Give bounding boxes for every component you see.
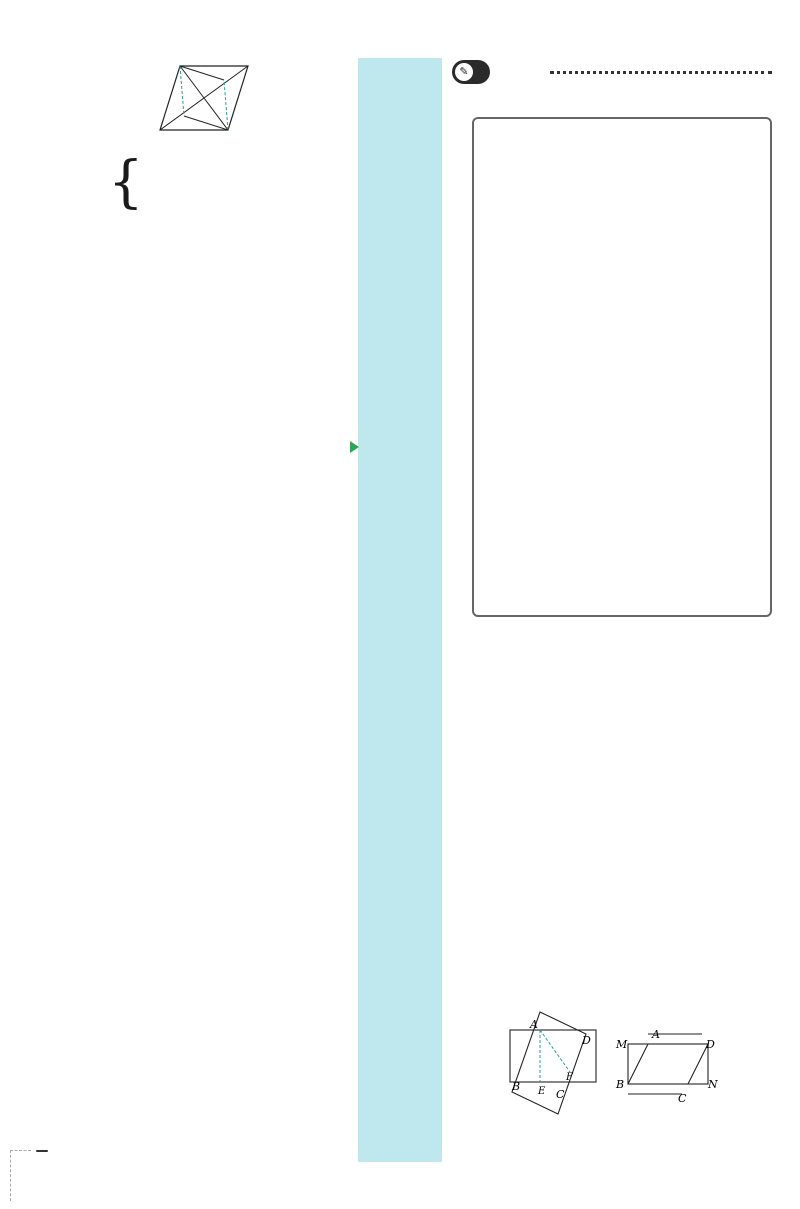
svg-text:N: N (708, 1078, 718, 1091)
page-header (32, 34, 52, 50)
dotted-divider (550, 71, 772, 74)
svg-text:E: E (538, 1086, 546, 1097)
svg-text:F: F (566, 1072, 573, 1083)
q5-system (30, 146, 350, 228)
q5-brace: { (108, 150, 144, 215)
analysis-sidebar-bg (358, 58, 442, 1162)
svg-text:B: B (512, 1080, 521, 1093)
svg-text:B: B (616, 1078, 625, 1091)
section-heading (452, 58, 772, 88)
page-number (36, 1150, 48, 1152)
margin-dashline (10, 1150, 31, 1201)
svg-text:A: A (652, 1028, 660, 1041)
svg-text:D: D (582, 1034, 591, 1047)
section-badge (452, 60, 490, 84)
figure-1 (500, 1010, 600, 1120)
svg-text:C: C (556, 1088, 565, 1101)
figure-2 (612, 1014, 722, 1114)
left-column (30, 56, 350, 228)
svg-text:M: M (616, 1038, 628, 1051)
pen-icon: ✎ (455, 63, 473, 81)
svg-text:C: C (678, 1092, 687, 1105)
svg-text:A: A (530, 1018, 538, 1031)
options-table (472, 117, 772, 617)
q4-figure (150, 58, 270, 140)
pointer-arrow-icon (350, 441, 359, 453)
svg-text:D: D (706, 1038, 715, 1051)
